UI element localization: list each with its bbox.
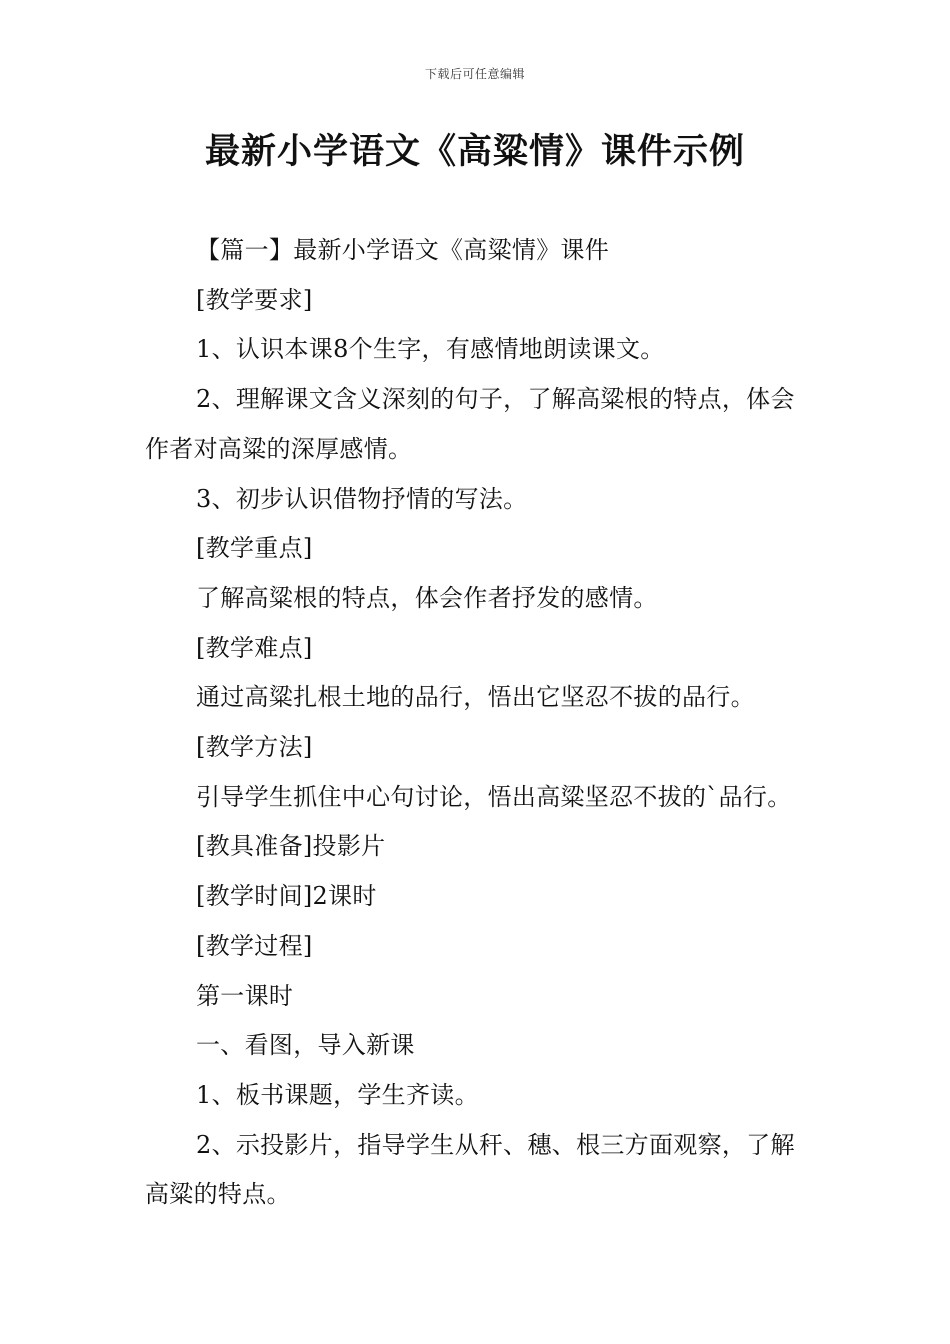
- header-note: 下载后可任意编辑: [424, 67, 525, 81]
- paragraph: 第一课时: [196, 981, 294, 1010]
- paragraph: 1、认识本课8个生字，有感情地朗读课文。: [196, 335, 665, 364]
- paragraph: 2、理解课文含义深刻的句子，了解高粱根的特点，体会作者对高粱的深厚感情。: [145, 385, 795, 463]
- paragraph: 3、初步认识借物抒情的写法。: [196, 484, 528, 513]
- paragraph: [教学重点]: [196, 534, 313, 563]
- section-heading: 【篇一】最新小学语文《高粱情》课件: [196, 236, 610, 264]
- paragraph: [教学方法]: [196, 733, 313, 762]
- document-body: [145, 226, 810, 1220]
- paragraph: [教学要求]: [196, 285, 313, 314]
- paragraph: [教具准备]投影片: [196, 832, 386, 861]
- paragraph: 引导学生抓住中心句讨论，悟出高粱坚忍不拔的`品行。: [196, 782, 792, 811]
- paragraph: 一、看图，导入新课: [196, 1031, 415, 1060]
- paragraph: [教学时间]2课时: [196, 882, 377, 911]
- paragraph: [教学过程]: [196, 931, 313, 960]
- paragraph: 通过高粱扎根土地的品行，悟出它坚忍不拔的品行。: [196, 683, 755, 712]
- document-title: 最新小学语文《高粱情》课件示例: [204, 132, 745, 172]
- paragraph: 了解高粱根的特点，体会作者抒发的感情。: [196, 583, 658, 612]
- paragraph: 1、板书课题，学生齐读。: [196, 1080, 479, 1109]
- paragraph: [教学难点]: [196, 633, 313, 662]
- paragraph: 2、示投影片，指导学生从秆、穗、根三方面观察，了解高粱的特点。: [145, 1130, 795, 1209]
